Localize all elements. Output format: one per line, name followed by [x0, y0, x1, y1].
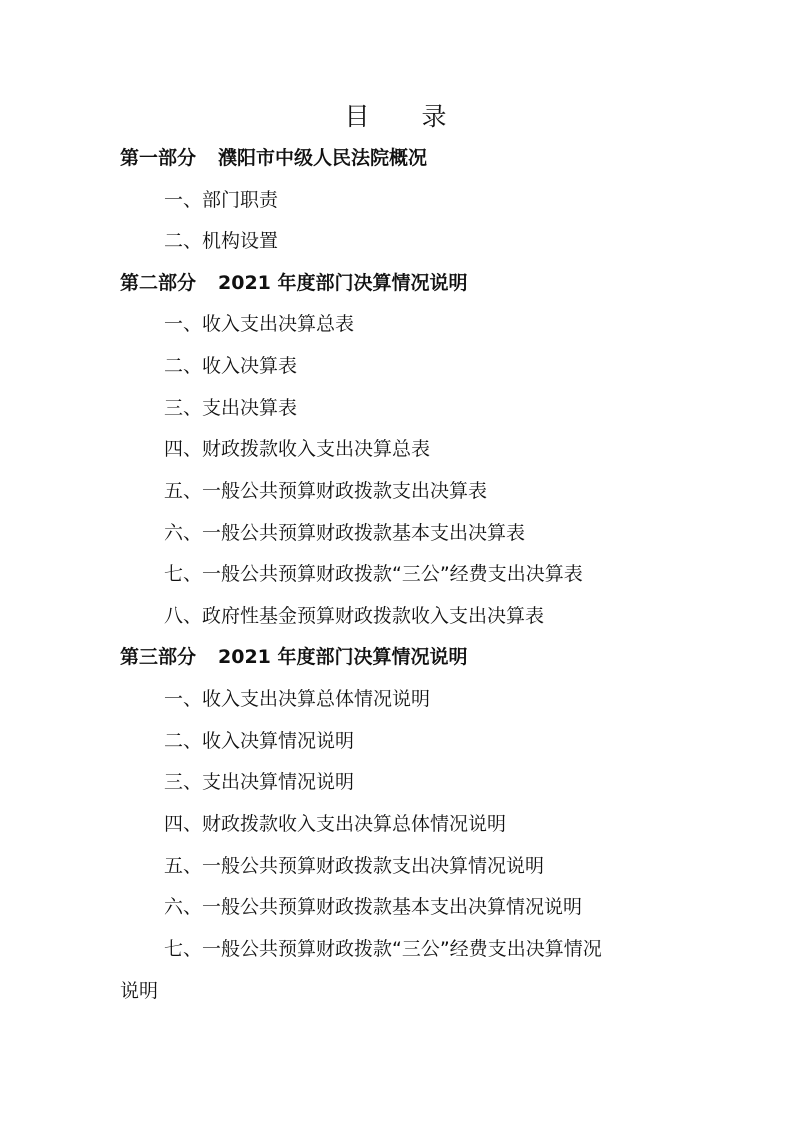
toc-item: 二、收入决算情况说明	[164, 730, 355, 752]
toc-item: 三、支出决算表	[164, 397, 298, 419]
toc-item: 六、一般公共预算财政拨款基本支出决算表	[164, 522, 526, 544]
toc-item: 二、收入决算表	[164, 355, 298, 377]
toc-item: 三、支出决算情况说明	[164, 771, 355, 793]
toc-part-title: 濮阳市中级人民法院概况	[218, 147, 428, 169]
toc-part-2	[120, 265, 468, 301]
toc-item-continuation: 说明	[120, 980, 159, 1002]
toc-item: 四、财政拨款收入支出决算总体情况说明	[164, 813, 507, 835]
toc-item: 五、一般公共预算财政拨款支出决算情况说明	[164, 855, 545, 877]
toc-item: 六、一般公共预算财政拨款基本支出决算情况说明	[164, 896, 583, 918]
toc-part-label: 第三部分	[120, 646, 197, 668]
toc-item: 一、部门职责	[164, 189, 279, 211]
toc-part-label: 第一部分	[120, 147, 197, 169]
toc-item: 一、收入支出决算总体情况说明	[164, 688, 431, 710]
page-title	[0, 100, 793, 134]
title-char-left: 目	[344, 102, 372, 131]
toc-item: 七、一般公共预算财政拨款“三公”经费支出决算表	[164, 563, 583, 585]
toc-part-1	[120, 140, 427, 176]
toc-part-label: 第二部分	[120, 272, 197, 294]
toc-item: 四、财政拨款收入支出决算总表	[164, 438, 431, 460]
toc-part-3	[120, 639, 468, 675]
toc-item: 五、一般公共预算财政拨款支出决算表	[164, 480, 488, 502]
toc-part-title: 2021 年度部门决算情况说明	[218, 646, 468, 668]
toc-item: 七、一般公共预算财政拨款“三公”经费支出决算情况	[164, 938, 602, 960]
toc-item: 八、政府性基金预算财政拨款收入支出决算表	[164, 605, 545, 627]
toc-part-title: 2021 年度部门决算情况说明	[218, 272, 468, 294]
toc-item: 二、机构设置	[164, 230, 279, 252]
toc-item: 一、收入支出决算总表	[164, 313, 355, 335]
title-char-right: 录	[421, 102, 449, 131]
